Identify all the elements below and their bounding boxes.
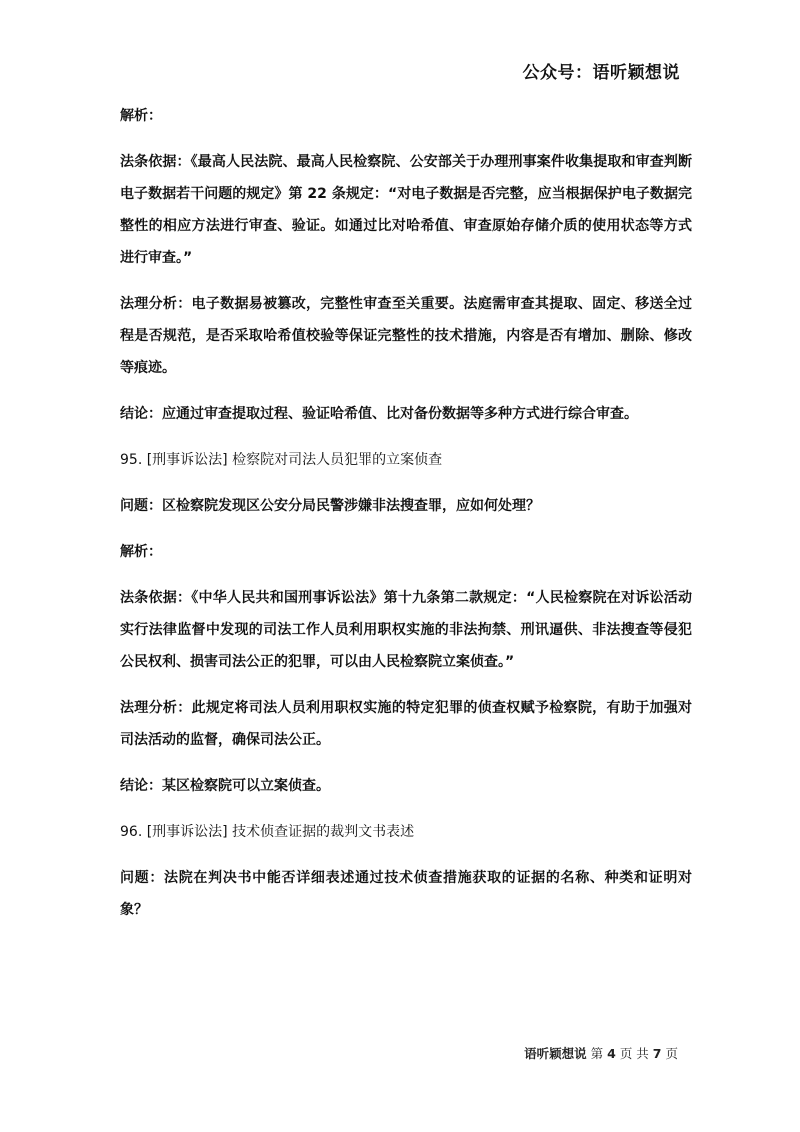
legal-theory-paragraph: 法理分析：此规定将司法人员利用职权实施的特定犯罪的侦查权赋予检察院，有助于加强对司法活动的监督，确保司法公正。 bbox=[120, 700, 692, 748]
question-96-title: 96. [刑事诉讼法] 技术侦查证据的裁判文书表述 bbox=[120, 824, 415, 840]
legal-basis-paragraph: 法条依据：《最高人民法院、最高人民检察院、公安部关于办理刑事案件收集提取和审查判断电子数据若干问题的规定》第 22 条规定：“对电子数据是否完整，应当根据保护电子数据完整性的相应方法进行审查、验证。如通过比对哈希值、审查原始存储介质的使用状态等方式进行审查。” bbox=[120, 154, 692, 266]
document-body bbox=[120, 100, 692, 940]
page-footer bbox=[524, 1044, 678, 1062]
question-96-text: 问题：法院在判决书中能否详细表述通过技术侦查措施获取的证据的名称、种类和证明对象？ bbox=[120, 870, 692, 918]
analysis-label: 解析： bbox=[120, 544, 162, 560]
footer-page-suffix: 页 bbox=[665, 1046, 678, 1061]
question-95-title: 95. [刑事诉讼法] 检察院对司法人员犯罪的立案侦查 bbox=[120, 452, 443, 468]
footer-page-prefix: 第 bbox=[590, 1046, 604, 1061]
header-account: 公众号：语听颖想说 bbox=[522, 63, 680, 83]
question-95-text: 问题：区检察院发现区公安分局民警涉嫌非法搜查罪，应如何处理？ bbox=[120, 498, 540, 514]
conclusion-paragraph: 结论：应通过审查提取过程、验证哈希值、比对备份数据等多种方式进行综合审查。 bbox=[120, 406, 638, 422]
footer-page-current: 4 bbox=[607, 1046, 616, 1061]
conclusion-paragraph: 结论：某区检察院可以立案侦查。 bbox=[120, 778, 330, 794]
footer-brand: 语听颖想说 bbox=[524, 1046, 587, 1061]
footer-page-total: 7 bbox=[652, 1046, 662, 1061]
footer-page-middle: 页 共 bbox=[619, 1046, 649, 1061]
legal-theory-paragraph: 法理分析：电子数据易被篡改，完整性审查至关重要。法庭需审查其提取、固定、移送全过程是否规范，是否采取哈希值校验等保证完整性的技术措施，内容是否有增加、删除、修改等痕迹。 bbox=[120, 296, 692, 376]
analysis-label: 解析： bbox=[120, 108, 162, 124]
legal-basis-paragraph: 法条依据：《中华人民共和国刑事诉讼法》第十九条第二款规定：“人民检察院在对诉讼活动实行法律监督中发现的司法工作人员利用职权实施的非法拘禁、刑讯逼供、非法搜查等侵犯公民权利、损害司法公正的犯罪，可以由人民检察院立案侦查。” bbox=[120, 590, 692, 670]
